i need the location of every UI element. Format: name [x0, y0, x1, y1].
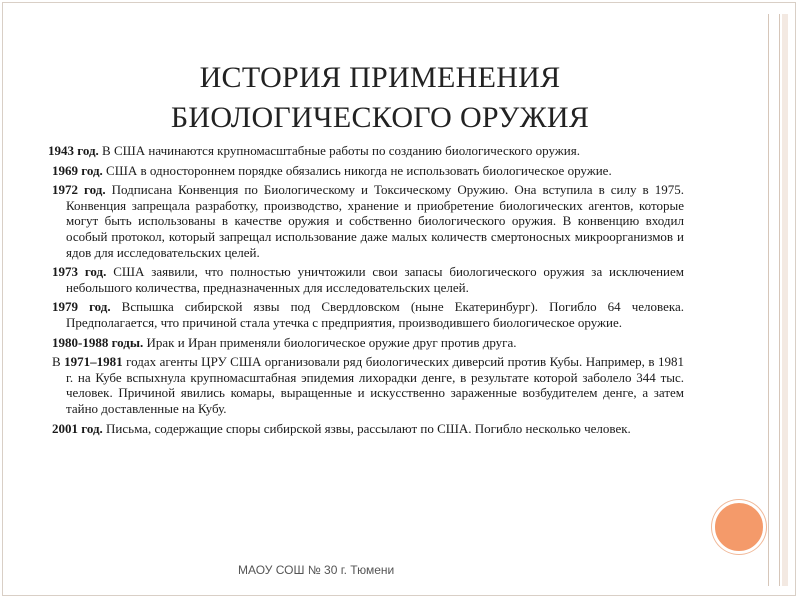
history-entry-1980-1988	[48, 335, 684, 351]
decorative-orange-circle	[712, 500, 766, 554]
entry-year: 1980-1988 годы.	[52, 334, 144, 350]
entry-text: США в одностороннем порядке обязались никогда не использовать биологическое оружие.	[102, 162, 612, 178]
title-line-2: БИОЛОГИЧЕСКОГО ОРУЖИЯ	[170, 101, 590, 134]
entry-year: 1979 год.	[52, 299, 111, 315]
history-entry-1971-1981	[48, 354, 684, 416]
entry-year: 1973 год.	[52, 264, 107, 280]
history-list	[48, 143, 684, 440]
slide-footer: МАОУ СОШ № 30 г. Тюмени	[238, 563, 395, 577]
entry-year: 2001 год.	[52, 420, 103, 436]
entry-text: Подписана Конвенция по Биологическому и Токсическому Оружию. Она вступила в силу в 1975. Конвенция запрещала разработку, производство, хранение и приобретение биологических агентов, которые могут быть использованы в качестве оружия и собственно биологического оружия. В конвенцию входил особый протокол, который запрещал использование даже малых количеств смертоносных микроорганизмов и ядов для исследовательских целей.	[66, 182, 684, 260]
history-entry-1973	[48, 264, 684, 295]
entry-year: 1971–1981	[64, 354, 123, 370]
entry-text: годах агенты ЦРУ США организовали ряд биологических диверсий против Кубы. Например, в 1981 г. на Кубе вспыхнула крупномасштабная эпидемия лихорадки денге, в результате которой заболело 344 тыс. человек. Причиной явились комары, выращенные и искусственно зараженные возбудителем денге, а затем тайно доставленные на Кубу.	[66, 354, 685, 416]
entry-text: Ирак и Иран применяли биологическое оружие друг против друга.	[143, 334, 517, 350]
entry-text: Вспышка сибирской язвы под Свердловском (ныне Екатеринбург). Погибло 64 человека. Предполагается, что причиной стала утечка с предприятия, производившего биологическое оружие.	[66, 299, 685, 330]
entry-year-prefix: В	[52, 354, 65, 370]
history-entry-1979	[48, 299, 684, 330]
entry-year: 1969 год.	[52, 162, 103, 178]
decorative-side-bar	[768, 14, 780, 586]
entry-text: В США начинаются крупномасштабные работы по созданию биологического оружия.	[98, 143, 580, 158]
entry-year: 1972 год.	[52, 182, 106, 198]
title-line-1: ИСТОРИЯ ПРИМЕНЕНИЯ	[199, 61, 561, 94]
decorative-side-stripe	[782, 14, 788, 586]
history-entry-1943	[48, 143, 684, 159]
history-entry-2001	[48, 421, 684, 437]
slide-title	[60, 58, 700, 138]
entry-year: 1943 год.	[48, 143, 99, 158]
history-entry-1969	[48, 163, 684, 179]
entry-text: США заявили, что полностью уничтожили свои запасы биологического оружия за исключением небольшого количества, предназначенных для исследовательских целей.	[66, 264, 685, 295]
entry-text: Письма, содержащие споры сибирской язвы, рассылают по США. Погибло несколько человек.	[102, 420, 631, 436]
history-entry-1972	[48, 182, 684, 260]
